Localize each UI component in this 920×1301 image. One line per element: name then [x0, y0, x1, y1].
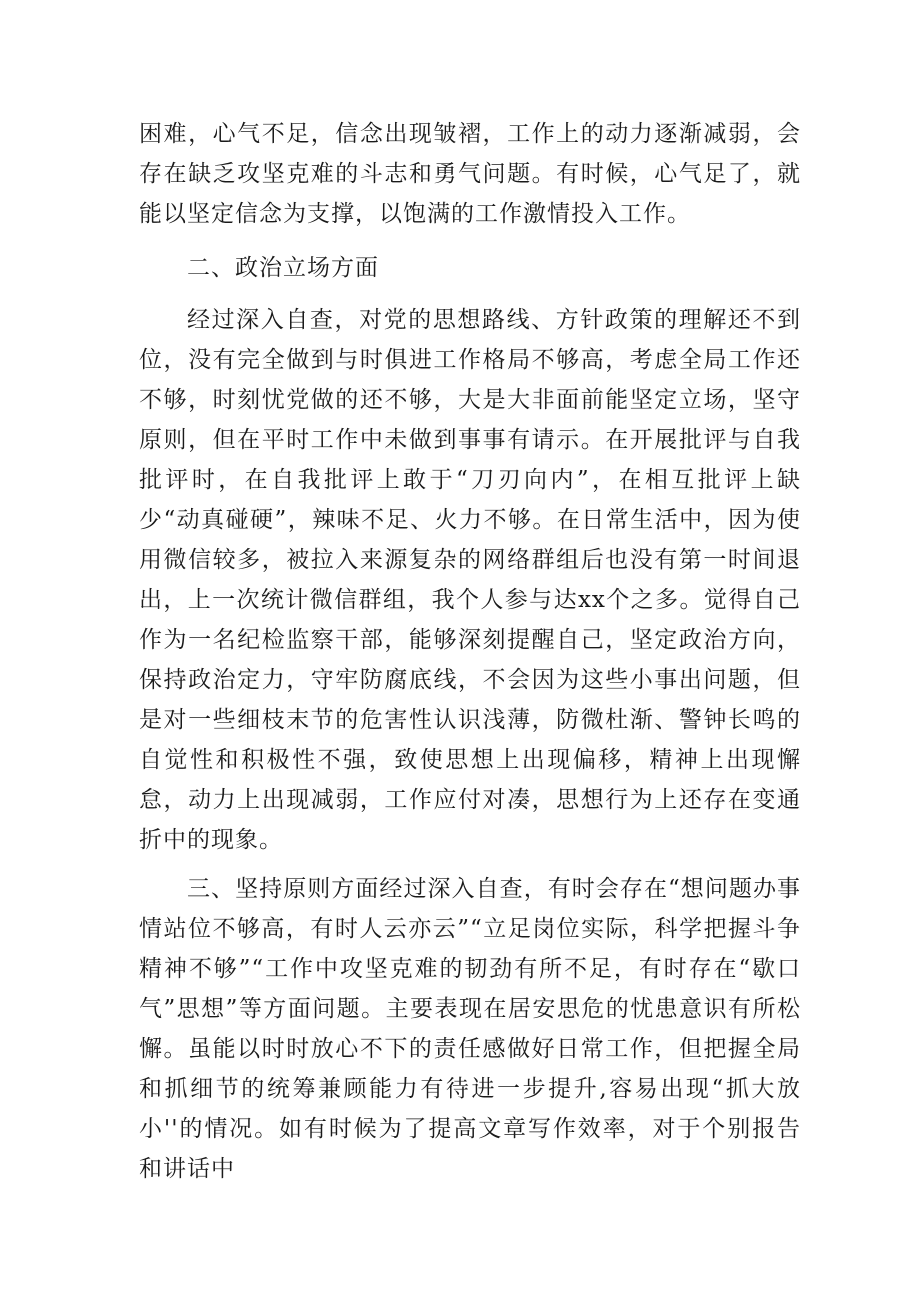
paragraph-continued: 困难，心气不足，信念出现皱褶，工作上的动力逐渐减弱，会存在缺乏攻坚克难的斗志和勇气问题。有时候，心气足了，就能以坚定信念为支撑，以饱满的工作激情投入工作。: [139, 121, 801, 227]
section-heading-political-stance: 二、政治立场方面: [187, 255, 379, 281]
section-body-political-stance: 经过深入自查，对党的思想路线、方针政策的理解还不到位，没有完全做到与时俱进工作格局不够高，考虑全局工作还不够，时刻忧党做的还不够，大是大非面前能坚定立场，坚守原则，但在平时工作中未做到事事有请示。在开展批评与自我批评时，在自我批评上敢于“刀刃向内”，在相互批评上缺少“动真碰硬”，辣味不足、火力不够。在日常生活中，因为使用微信较多，被拉入来源复杂的网络群组后也没有第一时间退出，上一次统计微信群组，我个人参与达xx个之多。觉得自己作为一名纪检监察干部，能够深刻提醒自己，坚定政治方向，保持政治定力，守牢防腐底线，不会因为这些小事出问题，但是对一些细枝末节的危害性认识浅薄，防微杜渐、警钟长鸣的自觉性和积极性不强，致使思想上出现偏移，精神上出现懈怠，动力上出现减弱，工作应付对凑，思想行为上还存在变通折中的现象。: [139, 307, 801, 853]
section-body-adhering-principles: 三、坚持原则方面经过深入自查，有时会存在“想问题办事情站位不够高，有时人云亦云”“立足岗位实际，科学把握斗争精神不够”“工作中攻坚克难的韧劲有所不足，有时存在“歇口气”思想”等方面问题。主要表现在居安思危的忧患意识有所松懈。虽能以时时放心不下的责任感做好日常工作，但把握全局和抓细节的统筹兼顾能力有待进一步提升,容易出现“抓大放小''的情况。如有时候为了提高文章写作效率，对于个别报告和讲话中: [139, 876, 801, 1182]
